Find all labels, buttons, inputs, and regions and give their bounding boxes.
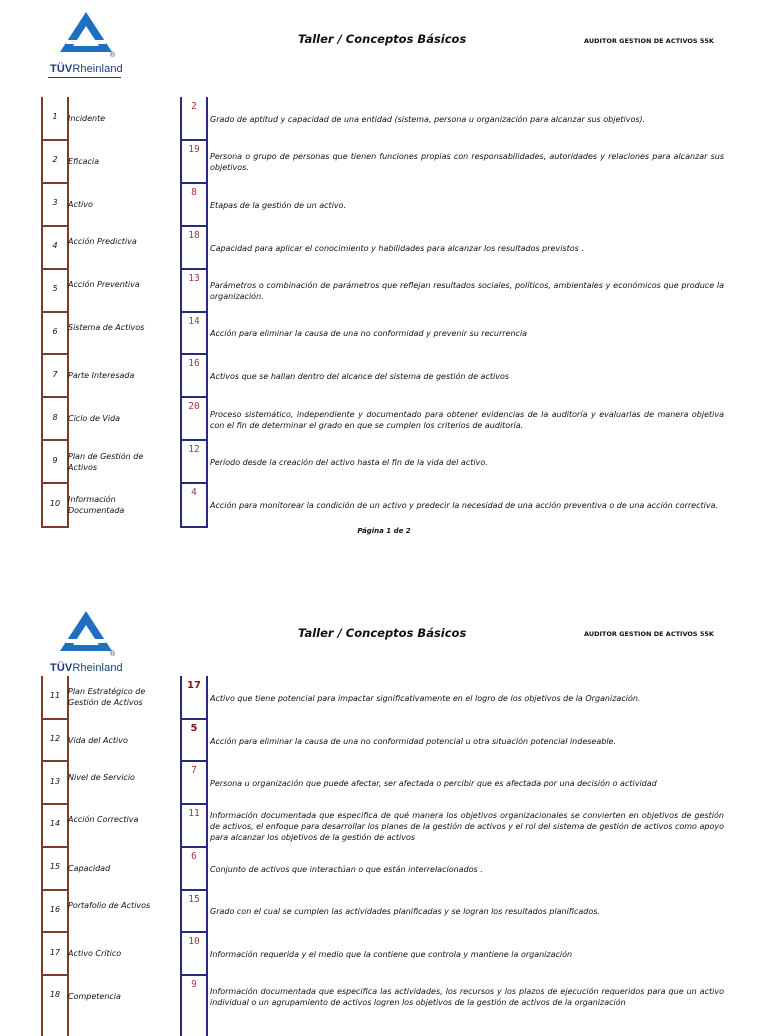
term-number: 7 bbox=[52, 369, 58, 379]
term-number: 3 bbox=[52, 198, 58, 208]
answer-number[interactable]: 19 bbox=[188, 143, 200, 155]
logo-text: TÜVRheinland bbox=[50, 63, 123, 75]
definition-text: Grado de aptitud y capacidad de una entidad (sistema, persona u organización para alcanzar sus objetivos). bbox=[210, 114, 646, 124]
row-divider bbox=[43, 889, 67, 891]
answer-number[interactable]: 12 bbox=[188, 444, 200, 456]
answer-number[interactable]: 17 bbox=[187, 680, 201, 691]
row-divider bbox=[43, 803, 67, 805]
answer-number[interactable]: 16 bbox=[188, 358, 200, 370]
row-divider bbox=[182, 396, 206, 398]
answer-number[interactable]: 8 bbox=[191, 186, 197, 198]
term-label: Nivel de Servicio bbox=[68, 772, 135, 782]
term-number: 13 bbox=[49, 776, 61, 786]
definition-text: Activo que tiene potencial para impactar significativamente en el logro de los objetivos de la Organización. bbox=[210, 693, 641, 703]
term-number: 18 bbox=[49, 990, 61, 1000]
term-label: Activo Crítico bbox=[68, 949, 122, 959]
row-divider bbox=[43, 482, 67, 484]
row-divider bbox=[182, 846, 206, 848]
row-divider bbox=[43, 974, 67, 976]
answer-column bbox=[180, 97, 208, 528]
definition-text: Proceso sistemático, independiente y documentado para obtener evidencias de la auditoría y evaluarlas de manera objetiva con el fin de determinar el grado en que se cumplen los criterios de auditoría. bbox=[210, 409, 724, 430]
tuv-triangle-icon bbox=[48, 8, 124, 58]
definition-text: Información requerida y el medio que la contiene que controla y mantiene la organización bbox=[210, 950, 573, 960]
term-number: 10 bbox=[49, 498, 61, 508]
term-number: 5 bbox=[52, 284, 58, 294]
term-number: 1 bbox=[52, 112, 58, 122]
term-label: Incidente bbox=[68, 113, 106, 123]
definition-text: Período desde la creación del activo hasta el fin de la vida del activo. bbox=[210, 458, 488, 468]
answer-number[interactable]: 10 bbox=[188, 936, 200, 948]
term-number: 16 bbox=[49, 904, 61, 914]
row-divider bbox=[182, 760, 206, 762]
logo-text: TÜVRheinland bbox=[50, 662, 123, 674]
answer-number[interactable]: 14 bbox=[188, 315, 200, 327]
answer-number[interactable]: 11 bbox=[188, 808, 200, 820]
row-divider bbox=[43, 139, 67, 141]
row-divider bbox=[43, 718, 67, 720]
answer-number[interactable]: 9 bbox=[191, 978, 197, 990]
term-label: Ciclo de Vida bbox=[68, 414, 121, 424]
row-divider bbox=[43, 182, 67, 184]
answer-number[interactable]: 18 bbox=[188, 229, 200, 241]
definition-text: Grado con el cual se cumplen las actividades planificadas y se logran los resultados planificados. bbox=[210, 907, 600, 917]
row-divider bbox=[182, 718, 206, 720]
row-divider bbox=[182, 353, 206, 355]
definition-text: Conjunto de activos que interactúan o que están interrelacionados . bbox=[210, 864, 483, 874]
row-divider bbox=[43, 353, 67, 355]
term-label: Eficacia bbox=[68, 156, 100, 166]
definition-text: Información documentada que especifica las actividades, los recursos y los plazos de ejecución requeridos para que un activo individual o un agrupamiento de activos logren los objetivos de la gestión de activos de la organización bbox=[210, 987, 724, 1008]
row-divider bbox=[182, 225, 206, 227]
term-number: 8 bbox=[52, 412, 58, 422]
row-divider bbox=[43, 311, 67, 313]
term-label: Sistema de Activos bbox=[68, 322, 145, 332]
definition-text: Acción para monitorear la condición de un activo y predecir la necesidad de una acción preventiva o de una acción correctiva. bbox=[210, 501, 719, 511]
tuv-logo bbox=[48, 8, 124, 80]
logo-underline bbox=[48, 77, 121, 78]
definition-text: Parámetros o combinación de parámetros que reflejan resultados sociales, políticos, ambientales y económicos que produce la organización. bbox=[210, 281, 724, 302]
row-divider bbox=[182, 439, 206, 441]
page-title: Taller / Conceptos Básicos bbox=[298, 32, 467, 46]
row-divider bbox=[182, 311, 206, 313]
definition-text: Etapas de la gestión de un activo. bbox=[210, 200, 347, 210]
term-label: Plan Estratégico de Gestión de Activos bbox=[68, 687, 146, 708]
row-divider bbox=[43, 760, 67, 762]
answer-number[interactable]: 6 bbox=[191, 850, 197, 862]
term-label: Vida del Activo bbox=[68, 735, 128, 745]
row-divider bbox=[43, 846, 67, 848]
answer-number[interactable]: 5 bbox=[190, 722, 198, 734]
term-number: 14 bbox=[49, 819, 61, 829]
term-label: Acción Predictiva bbox=[68, 237, 137, 247]
term-label: Capacidad bbox=[68, 863, 111, 873]
definition-text: Información documentada que especifica de qué manera los objetivos organizacionales se convierten en objetivos de gestión de activos, el enfoque para desarrollar los planes de la gestión de activos y el rol del sistema de gestión de activos como apoyo para alcanzar los objetivos de la gestión de activos bbox=[210, 810, 724, 842]
row-divider bbox=[43, 396, 67, 398]
row-divider bbox=[43, 268, 67, 270]
term-label: Información Documentada bbox=[68, 494, 125, 515]
logo-registered-mark: ® bbox=[110, 52, 116, 59]
definition-text: Acción para eliminar la causa de una no conformidad potencial u otra situación potencial indeseable. bbox=[210, 736, 617, 746]
definition-text: Capacidad para aplicar el conocimiento y habilidades para alcanzar los resultados previstos . bbox=[210, 243, 584, 253]
definition-text: Persona o grupo de personas que tienen funciones propias con responsabilidades, autoridades y relaciones para alcanzar sus objetivos. bbox=[210, 152, 724, 173]
row-divider bbox=[43, 225, 67, 227]
term-label: Acción Correctiva bbox=[68, 815, 139, 825]
answer-number[interactable]: 20 bbox=[188, 401, 200, 413]
tuv-triangle-icon bbox=[48, 607, 124, 657]
logo-registered-mark: ® bbox=[110, 651, 116, 658]
term-number: 11 bbox=[49, 691, 61, 701]
answer-number[interactable]: 2 bbox=[191, 101, 197, 112]
course-label: AUDITOR GESTION DE ACTIVOS 55K bbox=[584, 630, 714, 638]
row-divider bbox=[182, 974, 206, 976]
term-label: Plan de Gestión de Activos bbox=[68, 451, 144, 472]
answer-number[interactable]: 13 bbox=[188, 272, 200, 284]
row-divider bbox=[182, 139, 206, 141]
term-label: Parte Interesada bbox=[68, 371, 135, 381]
answer-number[interactable]: 15 bbox=[188, 893, 200, 905]
term-number: 12 bbox=[49, 734, 61, 744]
row-divider bbox=[182, 889, 206, 891]
page-footer: Página 1 de 2 bbox=[357, 527, 411, 535]
tuv-logo bbox=[48, 607, 124, 679]
term-number: 6 bbox=[52, 326, 58, 336]
term-label: Acción Preventiva bbox=[68, 280, 140, 290]
definition-text: Persona u organización que puede afectar, ser afectada o percibir que es afectada por una decisión o actividad bbox=[210, 779, 657, 789]
row-divider bbox=[43, 439, 67, 441]
term-label: Portafolio de Activos bbox=[68, 900, 151, 910]
course-label: AUDITOR GESTION DE ACTIVOS 55K bbox=[584, 37, 714, 45]
row-divider bbox=[182, 182, 206, 184]
answer-number[interactable]: 4 bbox=[191, 487, 197, 499]
term-label: Competencia bbox=[68, 991, 121, 1001]
term-number: 17 bbox=[49, 947, 61, 957]
row-divider bbox=[182, 482, 206, 484]
row-divider bbox=[182, 931, 206, 933]
term-number: 4 bbox=[52, 241, 58, 251]
row-divider bbox=[43, 931, 67, 933]
term-number: 15 bbox=[49, 862, 61, 872]
term-number-column bbox=[41, 676, 69, 1036]
definition-text: Acción para eliminar la causa de una no conformidad y prevenir su recurrencia bbox=[210, 329, 528, 339]
answer-number[interactable]: 7 bbox=[191, 765, 197, 777]
page-title: Taller / Conceptos Básicos bbox=[298, 626, 467, 640]
term-number: 9 bbox=[52, 455, 58, 465]
definition-text: Activos que se hallan dentro del alcance del sistema de gestión de activos bbox=[210, 372, 510, 382]
row-divider bbox=[182, 803, 206, 805]
term-number: 2 bbox=[52, 155, 58, 165]
row-divider bbox=[182, 268, 206, 270]
term-label: Activo bbox=[68, 199, 93, 209]
